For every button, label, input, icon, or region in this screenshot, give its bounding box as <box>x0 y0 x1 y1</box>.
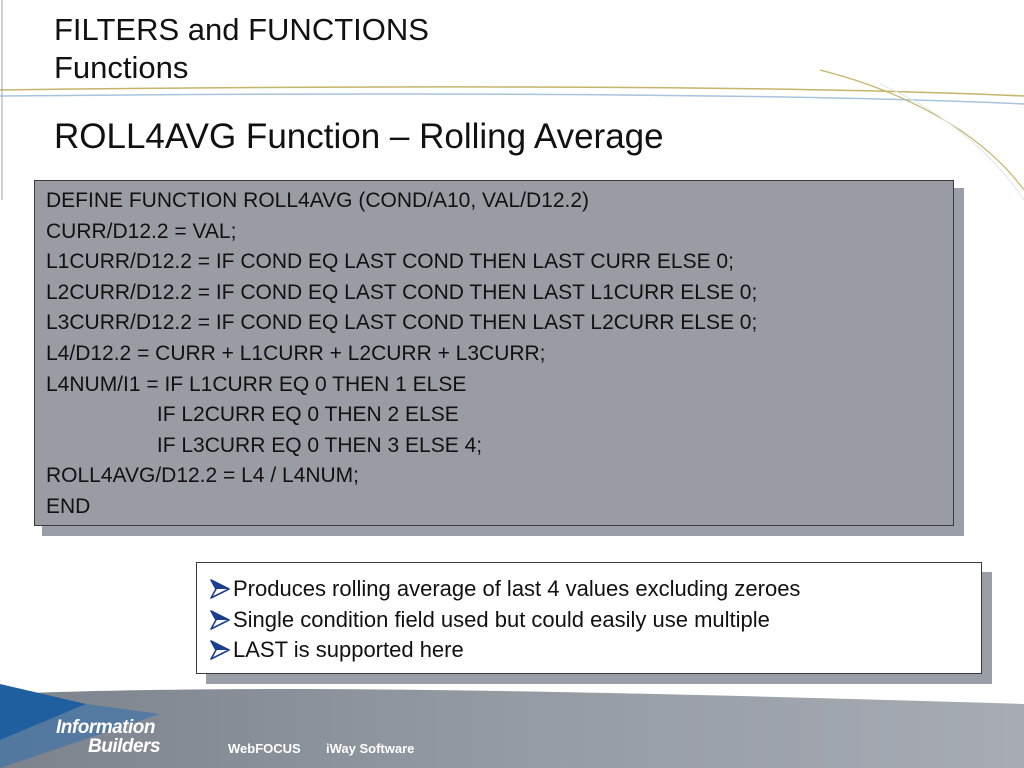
code-line: CURR/D12.2 = VAL; <box>46 219 237 243</box>
code-line: L1CURR/D12.2 = IF COND EQ LAST COND THEN LAST CURR ELSE 0; <box>46 250 734 274</box>
code-line: ROLL4AVG/D12.2 = L4 / L4NUM; <box>46 464 360 488</box>
footer-logo-text-line2: Builders <box>88 736 161 757</box>
code-line: L4NUM/I1 = IF L1CURR EQ 0 THEN 1 ELSE <box>46 372 467 396</box>
bullet-item <box>209 635 981 666</box>
slide-title: ROLL4AVG Function – Rolling Average <box>54 117 664 156</box>
code-line: L3CURR/D12.2 = IF COND EQ LAST COND THEN LAST L2CURR ELSE 0; <box>46 311 758 335</box>
code-line: IF L2CURR EQ 0 THEN 2 ELSE <box>46 403 459 427</box>
bullet-item <box>209 605 981 636</box>
footer-link-iway-software: iWay Software <box>326 741 415 756</box>
arrow-bullet-icon <box>209 610 231 630</box>
footer-link-webfocus: WebFOCUS <box>228 741 301 756</box>
arrow-bullet-icon <box>209 579 231 599</box>
bullet-text: Produces rolling average of last 4 values excluding zeroes <box>233 576 801 602</box>
bullet-item <box>209 574 981 605</box>
code-box <box>34 180 954 526</box>
header-title: FILTERS and FUNCTIONS <box>54 12 429 47</box>
code-line: END <box>46 494 91 518</box>
code-line: L2CURR/D12.2 = IF COND EQ LAST COND THEN LAST L1CURR ELSE 0; <box>46 280 758 304</box>
footer-logo-text-line1: Information <box>56 717 155 738</box>
code-line: DEFINE FUNCTION ROLL4AVG (COND/A10, VAL/D12.2) <box>46 189 590 212</box>
bullets-box <box>196 562 982 674</box>
code-line: L4/D12.2 = CURR + L1CURR + L2CURR + L3CURR; <box>46 341 546 365</box>
bullet-text: LAST is supported here <box>233 637 464 663</box>
header-subtitle: Functions <box>54 50 189 85</box>
code-line: IF L3CURR EQ 0 THEN 3 ELSE 4; <box>46 433 483 457</box>
arrow-bullet-icon <box>209 640 231 660</box>
bullet-text: Single condition field used but could easily use multiple <box>233 606 770 632</box>
